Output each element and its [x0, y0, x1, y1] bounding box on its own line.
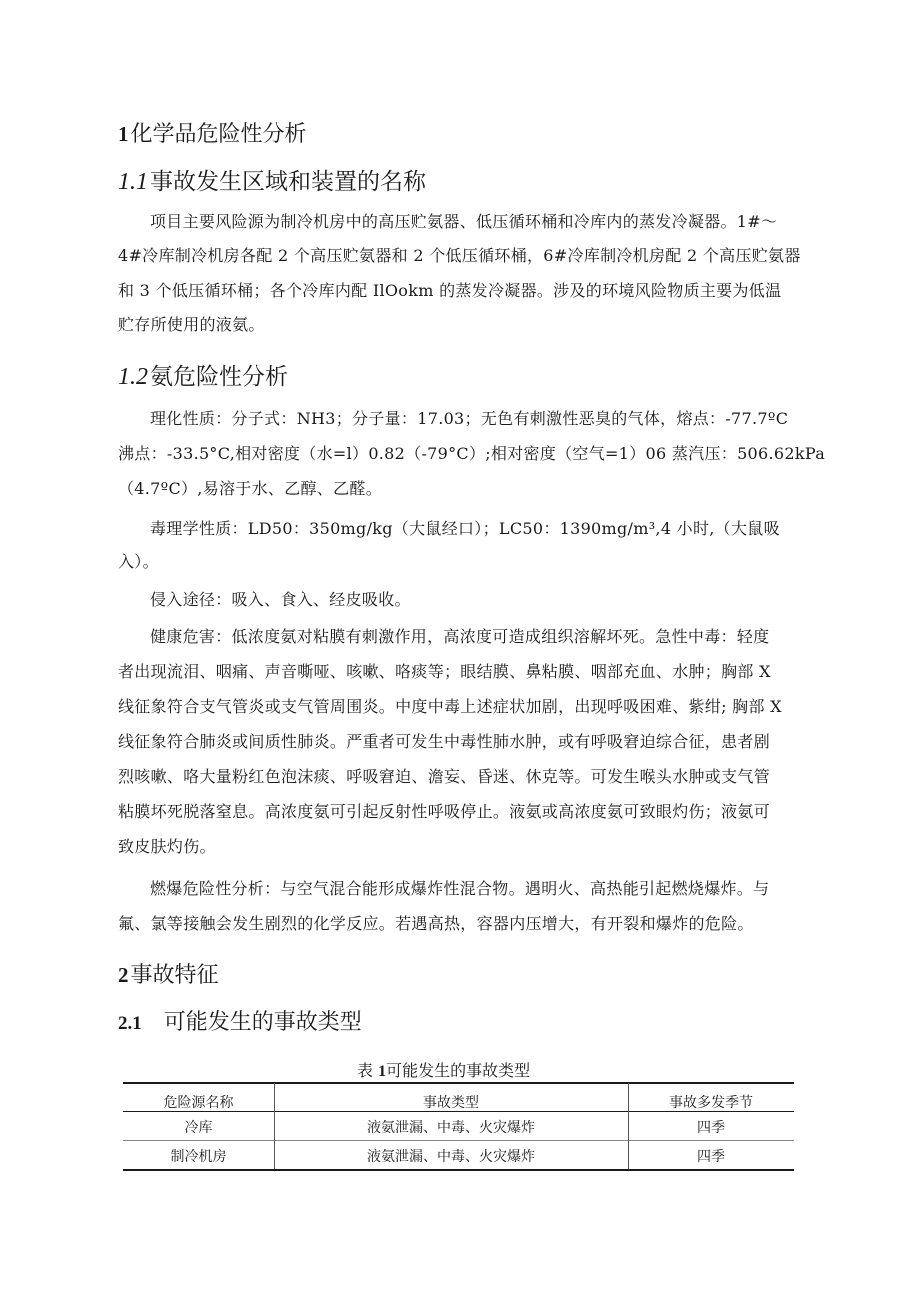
- table-row-rule: [123, 1140, 794, 1141]
- section-1-1-title: 事故发生区域和装置的名称: [150, 169, 426, 195]
- paragraph-line: 健康危害：低浓度氨对粘膜有刺激作用，高浓度可造成组织溶解坏死。急性中毒：轻度: [150, 627, 770, 646]
- section-1-1-number: 1.1: [118, 169, 148, 195]
- table-caption: [357, 1058, 530, 1081]
- table-cell: 四季: [697, 1149, 725, 1165]
- table-header-cell: 危险源名称: [163, 1095, 234, 1111]
- section-2-title: 事故特征: [130, 963, 219, 988]
- paragraph-line: （4.7ºC）,易溶于水、乙醇、乙醛。: [118, 479, 382, 498]
- paragraph-line: 沸点：-33.5°C,相对密度（水=l）0.82（-79°C）;相对密度（空气=1）06 蒸汽压：506.62kPa: [118, 444, 826, 463]
- table-cell: 四季: [697, 1120, 725, 1136]
- section-2-1-number: 2.1: [118, 1013, 142, 1034]
- paragraph-line: 线征象符合支气管炎或支气管周围炎。中度中毒上述症状加剧，出现呼吸困难、紫绀; 胸部 X: [118, 697, 782, 716]
- paragraph-line: 入）。: [118, 552, 159, 571]
- paragraph-line: 者出现流泪、咽痛、声音嘶哑、咳嗽、咯痰等；眼结膜、鼻粘膜、咽部充血、水肿；胸部 X: [118, 662, 771, 681]
- section-1-title: 化学品危险性分析: [130, 122, 307, 147]
- paragraph-line: 线征象符合肺炎或间质性肺炎。严重者可发生中毒性肺水肿，或有呼吸窘迫综合征，患者剧: [118, 732, 771, 751]
- paragraph-line: 燃爆危险性分析：与空气混合能形成爆炸性混合物。遇明火、高热能引起燃烧爆炸。与: [150, 879, 770, 898]
- section-2-1-title: 可能发生的事故类型: [163, 1010, 362, 1035]
- section-2-number: 2: [118, 963, 129, 987]
- table-caption-prefix: 表: [357, 1061, 374, 1080]
- table-cell: 液氨泄漏、中毒、火灾爆炸: [367, 1120, 535, 1136]
- table-header-cell: 事故多发季节: [669, 1095, 753, 1111]
- section-1-2-title: 氨危险性分析: [150, 364, 288, 390]
- section-2-1-heading: [118, 1005, 362, 1036]
- paragraph-line: 项目主要风险源为制冷机房中的高压贮氨器、低压循环桶和冷库内的蒸发冷凝器。1#～: [150, 212, 778, 231]
- section-1-2-heading: [118, 358, 288, 391]
- table-top-rule: [123, 1082, 794, 1084]
- paragraph-line: 毒理学性质：LD50：350mg/kg（大鼠经口）；LC50：1390mg/m³,4 小时,（大鼠吸: [150, 519, 780, 538]
- table-bottom-rule: [123, 1169, 794, 1171]
- table-cell: 液氨泄漏、中毒、火灾爆炸: [367, 1149, 535, 1165]
- table-caption-number: 1: [378, 1063, 387, 1080]
- table-caption-text: 可能发生的事故类型: [386, 1061, 531, 1080]
- table-header-cell: 事故类型: [423, 1095, 479, 1111]
- paragraph-line: 氟、氯等接触会发生剧烈的化学反应。若遇高热，容器内压增大，有开裂和爆炸的危险。: [118, 914, 754, 933]
- section-1-1-heading: [118, 163, 426, 196]
- paragraph-line: 致皮肤灼伤。: [118, 837, 216, 856]
- table-cell: 冷库: [184, 1120, 213, 1136]
- paragraph-line: 和 3 个低压循环桶；各个冷库内配 IlOokm 的蒸发冷凝器。涉及的环境风险物质主要为低温: [118, 281, 782, 300]
- section-2-heading: [118, 958, 219, 989]
- section-1-heading: [118, 117, 307, 148]
- route-paragraph: 侵入途径：吸入、食入、经皮吸收。: [150, 590, 411, 609]
- paragraph-line: 4#冷库制冷机房各配 2 个高压贮氨器和 2 个低压循环桶，6#冷库制冷机房配 2 个高压贮氨器: [118, 246, 801, 265]
- table-cell: 制冷机房: [170, 1149, 227, 1165]
- paragraph-line: 粘膜坏死脱落窒息。高浓度氨可引起反射性呼吸停止。液氨或高浓度氨可致眼灼伤；液氨可: [118, 802, 771, 821]
- paragraph-line: 烈咳嗽、咯大量粉红色泡沫痰、呼吸窘迫、澹妄、昏迷、休克等。可发生喉头水肿或支气管: [118, 767, 771, 786]
- section-1-2-number: 1.2: [118, 364, 148, 390]
- section-1-number: 1: [118, 122, 129, 146]
- paragraph-line: 理化性质：分子式：NH3；分子量：17.03；无色有刺激性恶臭的气体，熔点：-77.7ºC: [150, 409, 789, 428]
- paragraph-line: 贮存所使用的液氨。: [118, 315, 265, 334]
